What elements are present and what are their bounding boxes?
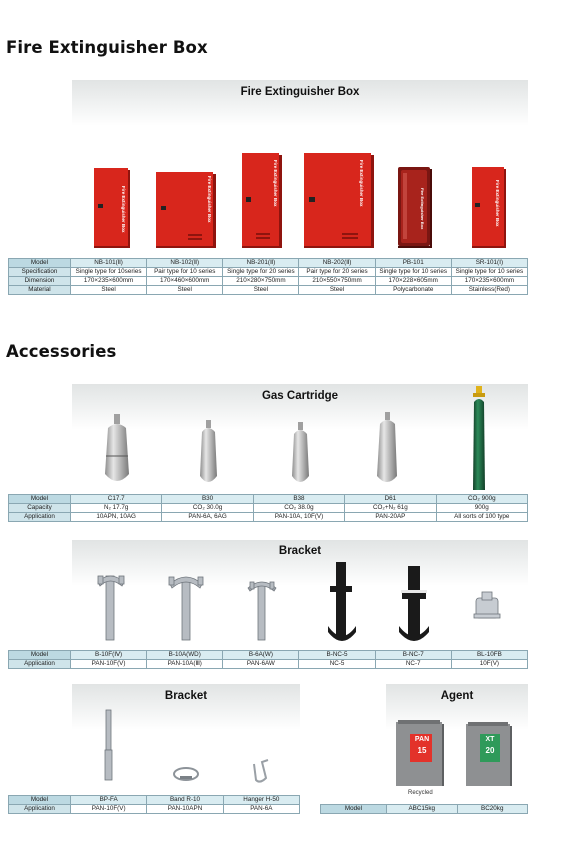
panel-title: Agent: [440, 690, 474, 702]
table-cell: PAN-6A: [223, 805, 299, 814]
table-cell: Pair type for 20 series: [299, 268, 375, 277]
row-label: Model: [9, 495, 71, 504]
table-cell: 210×550×750mm: [299, 277, 375, 286]
table-cell: NC-7: [375, 660, 451, 669]
table-cell: 170×235×600mm: [451, 277, 527, 286]
row-label: Model: [9, 651, 71, 660]
box-label-5: Fire Extinguisher Box: [420, 188, 425, 230]
table-cell: BP-FA: [71, 796, 147, 805]
table-cell: Single type for 10 series: [451, 268, 527, 277]
table-cell: Single type for 10 series: [375, 268, 451, 277]
table-row: [9, 277, 528, 286]
table-cell: Single type for 20 series: [223, 268, 299, 277]
box-label-1: Fire Extinguisher Box: [121, 186, 126, 233]
row-label: Dimension: [9, 277, 71, 286]
gas-cartridge-photo-panel: [72, 384, 528, 494]
panel-title: Bracket: [278, 545, 322, 557]
table-row: [9, 495, 528, 504]
table-cell: 210×280×750mm: [223, 277, 299, 286]
box-label-6: Fire Extinguisher Box: [495, 180, 500, 227]
recycled-label: Recycled: [408, 790, 433, 796]
table-cell: B30: [162, 495, 253, 504]
panel-title: Fire Extinguisher Box: [240, 86, 360, 98]
table-cell: PAN-10APN: [147, 805, 223, 814]
row-label: Application: [9, 513, 71, 522]
table-cell: CO₂ 30.0g: [162, 504, 253, 513]
table-cell: B-10A(WD): [147, 651, 223, 660]
bracket-images: [72, 540, 528, 650]
table-row: [9, 268, 528, 277]
table-cell: Hanger H-50: [223, 796, 299, 805]
table-cell: Band R-10: [147, 796, 223, 805]
table-cell: 170×228×605mm: [375, 277, 451, 286]
row-label: Capacity: [9, 504, 71, 513]
table-cell: PAN-20AP: [345, 513, 436, 522]
row-label: Specification: [9, 268, 71, 277]
table-row: [9, 504, 528, 513]
row-label: Material: [9, 286, 71, 295]
can1-text: PAN: [414, 736, 430, 743]
bracket-2-photo-panel: [72, 684, 300, 794]
table-cell: NB-101(Ⅱ): [71, 259, 147, 268]
panel-title: Gas Cartridge: [261, 390, 339, 402]
table-cell: Single type for 10series: [71, 268, 147, 277]
row-label: Application: [9, 805, 71, 814]
can1-number: 15: [417, 746, 427, 755]
row-label: Model: [321, 805, 387, 814]
table-row: [9, 286, 528, 295]
box-label-2: Fire Extinguisher Box: [207, 176, 212, 223]
table-cell: Polycarbonate: [375, 286, 451, 295]
table-cell: BC20kg: [457, 805, 528, 814]
table-cell: CO₂+N₂ 61g: [345, 504, 436, 513]
table-cell: ABC15kg: [387, 805, 458, 814]
table-cell: NB-102(Ⅱ): [147, 259, 223, 268]
table-cell: CO₂ 900g: [436, 495, 527, 504]
section-heading-accessories: Accessories: [6, 342, 117, 361]
table-cell: PAN-6AW: [223, 660, 299, 669]
table-cell: Stainless(Red): [451, 286, 527, 295]
table-cell: B-10F(Ⅳ): [71, 651, 147, 660]
table-cell: PAN-6A, 6AG: [162, 513, 253, 522]
table-cell: 170×460×600mm: [147, 277, 223, 286]
table-row: [9, 805, 300, 814]
table-cell: PAN-10A(Ⅲ): [147, 660, 223, 669]
agent-bc-can-image: [466, 722, 512, 788]
table-cell: PAN-10A, 10F(V): [253, 513, 344, 522]
table-cell: D61: [345, 495, 436, 504]
table-cell: BL-10FB: [451, 651, 527, 660]
table-cell: 10F(V): [451, 660, 527, 669]
row-label: Model: [9, 796, 71, 805]
gas-cartridge-images: [72, 384, 528, 494]
table-cell: NC-5: [299, 660, 375, 669]
panel-title: Bracket: [164, 690, 208, 702]
box-label-3: Fire Extinguisher Box: [273, 160, 278, 207]
can2-text: XT: [485, 736, 495, 743]
table-cell: C17.7: [71, 495, 162, 504]
bracket-2-table: [8, 795, 300, 814]
table-cell: NB-201(Ⅱ): [223, 259, 299, 268]
table-cell: NB-202(Ⅱ): [299, 259, 375, 268]
table-cell: 10APN, 10AG: [71, 513, 162, 522]
table-cell: PB-101: [375, 259, 451, 268]
table-cell: SR-101(Ⅰ): [451, 259, 527, 268]
box-label-4: Fire Extinguisher Box: [359, 160, 364, 207]
table-cell: Steel: [223, 286, 299, 295]
row-label: Model: [9, 259, 71, 268]
fire-box-photo-panel: [72, 80, 528, 258]
bracket-photo-panel: [72, 540, 528, 650]
table-cell: B-NC-5: [299, 651, 375, 660]
table-row: [9, 660, 528, 669]
fire-box-spec-table: [8, 258, 528, 295]
table-row: [9, 651, 528, 660]
row-label: Application: [9, 660, 71, 669]
table-cell: Steel: [71, 286, 147, 295]
table-row: [9, 513, 528, 522]
table-cell: 900g: [436, 504, 527, 513]
can2-number: 20: [485, 746, 495, 755]
gas-cartridge-table: [8, 494, 528, 522]
table-cell: PAN-10F(V): [71, 660, 147, 669]
table-cell: PAN-10F(V): [71, 805, 147, 814]
agent-photo-panel: [386, 684, 528, 802]
table-row: [9, 796, 300, 805]
table-cell: B-NC-7: [375, 651, 451, 660]
table-cell: Steel: [147, 286, 223, 295]
table-cell: 170×235×600mm: [71, 277, 147, 286]
table-cell: Steel: [299, 286, 375, 295]
table-cell: B-6A(W): [223, 651, 299, 660]
table-row: [321, 805, 528, 814]
section-heading-fire-extinguisher-box: Fire Extinguisher Box: [6, 38, 208, 57]
table-cell: All sorts of 100 type: [436, 513, 527, 522]
table-cell: N₂ 17.7g: [71, 504, 162, 513]
bracket-2-images: [72, 684, 300, 794]
table-cell: B38: [253, 495, 344, 504]
agent-table: [320, 804, 528, 814]
table-cell: Pair type for 10 series: [147, 268, 223, 277]
table-row: [9, 259, 528, 268]
bracket-table: [8, 650, 528, 669]
table-cell: CO₂ 38.0g: [253, 504, 344, 513]
box-sr-101-image: [472, 167, 506, 248]
